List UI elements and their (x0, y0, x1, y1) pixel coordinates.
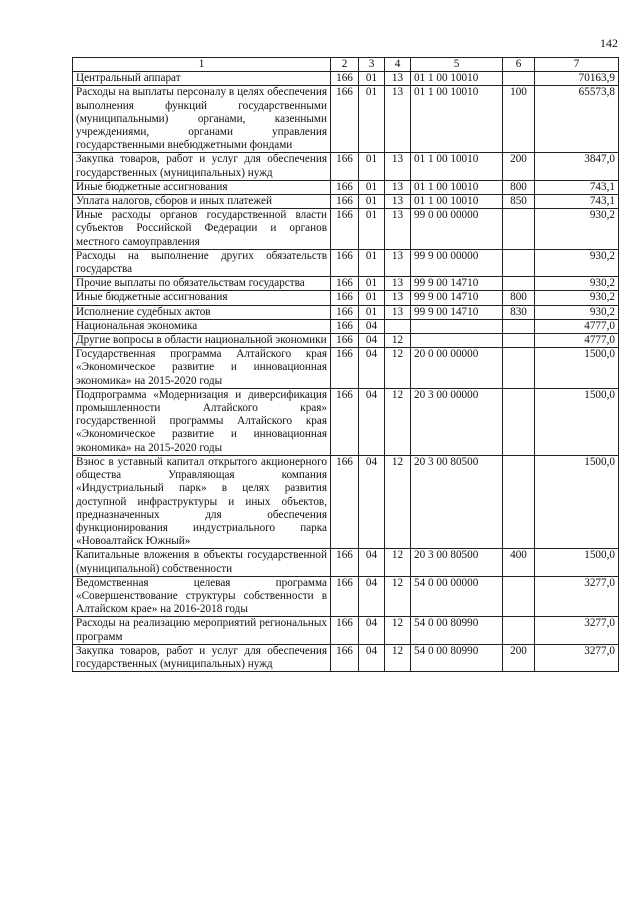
table-row (73, 644, 619, 671)
table-row (73, 455, 619, 548)
expense-type-cell: 200 (503, 644, 535, 671)
target-article-cell: 99 9 00 14710 (411, 291, 503, 305)
subsection-cell: 13 (385, 195, 411, 209)
target-article-cell (411, 319, 503, 333)
subsection-cell: 13 (385, 86, 411, 153)
code-ministry-cell: 166 (331, 549, 359, 576)
amount-cell: 3277,0 (535, 644, 619, 671)
expense-type-cell (503, 249, 535, 276)
code-ministry-cell: 166 (331, 209, 359, 250)
amount-cell: 743,1 (535, 195, 619, 209)
target-article-cell: 54 0 00 80990 (411, 644, 503, 671)
target-article-cell: 54 0 00 80990 (411, 617, 503, 644)
section-cell: 01 (359, 305, 385, 319)
subsection-cell: 12 (385, 576, 411, 617)
row-name-cell: Расходы на выполнение других обязательств государства (73, 249, 331, 276)
amount-cell: 3277,0 (535, 576, 619, 617)
code-ministry-cell: 166 (331, 319, 359, 333)
column-header: 2 (331, 58, 359, 72)
target-article-cell: 20 0 00 00000 (411, 348, 503, 389)
amount-cell: 4777,0 (535, 334, 619, 348)
expense-type-cell (503, 72, 535, 86)
row-name-cell: Исполнение судебных актов (73, 305, 331, 319)
table-row (73, 348, 619, 389)
section-cell: 01 (359, 153, 385, 180)
section-cell: 04 (359, 388, 385, 455)
target-article-cell: 01 1 00 10010 (411, 180, 503, 194)
target-article-cell: 01 1 00 10010 (411, 153, 503, 180)
code-ministry-cell: 166 (331, 455, 359, 548)
amount-cell: 1500,0 (535, 348, 619, 389)
expense-type-cell (503, 455, 535, 548)
subsection-cell: 12 (385, 549, 411, 576)
row-name-cell: Прочие выплаты по обязательствам государства (73, 277, 331, 291)
target-article-cell (411, 334, 503, 348)
code-ministry-cell: 166 (331, 277, 359, 291)
expense-type-cell (503, 209, 535, 250)
section-cell: 04 (359, 549, 385, 576)
subsection-cell: 13 (385, 305, 411, 319)
section-cell: 01 (359, 209, 385, 250)
subsection-cell: 12 (385, 617, 411, 644)
row-name-cell: Государственная программа Алтайского края «Экономическое развитие и инновационная экономика» на 2015-2020 годы (73, 348, 331, 389)
expense-type-cell: 200 (503, 153, 535, 180)
table-row (73, 334, 619, 348)
target-article-cell: 99 9 00 14710 (411, 305, 503, 319)
target-article-cell: 99 9 00 14710 (411, 277, 503, 291)
subsection-cell: 12 (385, 348, 411, 389)
expense-type-cell (503, 576, 535, 617)
amount-cell: 930,2 (535, 291, 619, 305)
code-ministry-cell: 166 (331, 388, 359, 455)
table-row (73, 549, 619, 576)
amount-cell: 930,2 (535, 249, 619, 276)
table-row (73, 319, 619, 333)
code-ministry-cell: 166 (331, 617, 359, 644)
table-row (73, 180, 619, 194)
subsection-cell: 13 (385, 209, 411, 250)
code-ministry-cell: 166 (331, 576, 359, 617)
expense-type-cell (503, 334, 535, 348)
amount-cell: 3847,0 (535, 153, 619, 180)
section-cell: 04 (359, 319, 385, 333)
table-row (73, 277, 619, 291)
code-ministry-cell: 166 (331, 249, 359, 276)
expense-type-cell: 830 (503, 305, 535, 319)
section-cell: 01 (359, 277, 385, 291)
expense-type-cell (503, 388, 535, 455)
amount-cell: 930,2 (535, 305, 619, 319)
subsection-cell: 13 (385, 277, 411, 291)
section-cell: 04 (359, 334, 385, 348)
code-ministry-cell: 166 (331, 334, 359, 348)
section-cell: 01 (359, 180, 385, 194)
expense-type-cell: 850 (503, 195, 535, 209)
table-row (73, 195, 619, 209)
expense-type-cell: 100 (503, 86, 535, 153)
amount-cell: 1500,0 (535, 388, 619, 455)
table-row (73, 291, 619, 305)
column-header: 4 (385, 58, 411, 72)
row-name-cell: Иные расходы органов государственной власти субъектов Российской Федерации и органов местного самоуправления (73, 209, 331, 250)
code-ministry-cell: 166 (331, 86, 359, 153)
row-name-cell: Центральный аппарат (73, 72, 331, 86)
subsection-cell: 13 (385, 291, 411, 305)
subsection-cell: 13 (385, 153, 411, 180)
amount-cell: 65573,8 (535, 86, 619, 153)
target-article-cell: 20 3 00 80500 (411, 455, 503, 548)
section-cell: 01 (359, 195, 385, 209)
table-row (73, 153, 619, 180)
column-header: 6 (503, 58, 535, 72)
row-name-cell: Уплата налогов, сборов и иных платежей (73, 195, 331, 209)
target-article-cell: 01 1 00 10010 (411, 86, 503, 153)
target-article-cell: 99 9 00 00000 (411, 249, 503, 276)
amount-cell: 1500,0 (535, 455, 619, 548)
table-row (73, 305, 619, 319)
subsection-cell: 12 (385, 388, 411, 455)
code-ministry-cell: 166 (331, 195, 359, 209)
section-cell: 01 (359, 86, 385, 153)
code-ministry-cell: 166 (331, 153, 359, 180)
code-ministry-cell: 166 (331, 72, 359, 86)
section-cell: 04 (359, 576, 385, 617)
amount-cell: 743,1 (535, 180, 619, 194)
amount-cell: 930,2 (535, 209, 619, 250)
section-cell: 04 (359, 644, 385, 671)
table-row (73, 209, 619, 250)
expense-type-cell: 800 (503, 180, 535, 194)
budget-table (72, 57, 619, 672)
row-name-cell: Закупка товаров, работ и услуг для обеспечения государственных (муниципальных) нужд (73, 644, 331, 671)
amount-cell: 70163,9 (535, 72, 619, 86)
amount-cell: 3277,0 (535, 617, 619, 644)
table-row (73, 617, 619, 644)
code-ministry-cell: 166 (331, 180, 359, 194)
code-ministry-cell: 166 (331, 348, 359, 389)
section-cell: 01 (359, 291, 385, 305)
target-article-cell: 20 3 00 00000 (411, 388, 503, 455)
subsection-cell: 12 (385, 334, 411, 348)
row-name-cell: Закупка товаров, работ и услуг для обеспечения государственных (муниципальных) нужд (73, 153, 331, 180)
row-name-cell: Национальная экономика (73, 319, 331, 333)
section-cell: 04 (359, 348, 385, 389)
code-ministry-cell: 166 (331, 291, 359, 305)
page-number: 142 (600, 36, 618, 50)
amount-cell: 930,2 (535, 277, 619, 291)
subsection-cell: 13 (385, 72, 411, 86)
expense-type-cell (503, 319, 535, 333)
table-row (73, 249, 619, 276)
column-header: 5 (411, 58, 503, 72)
amount-cell: 4777,0 (535, 319, 619, 333)
amount-cell: 1500,0 (535, 549, 619, 576)
section-cell: 01 (359, 72, 385, 86)
expense-type-cell (503, 348, 535, 389)
column-header: 7 (535, 58, 619, 72)
row-name-cell: Ведомственная целевая программа «Совершенствование структуры собственности в Алтайском крае» на 2016-2018 годы (73, 576, 331, 617)
section-cell: 01 (359, 249, 385, 276)
target-article-cell: 01 1 00 10010 (411, 195, 503, 209)
row-name-cell: Расходы на реализацию мероприятий региональных программ (73, 617, 331, 644)
row-name-cell: Капитальные вложения в объекты государственной (муниципальной) собственности (73, 549, 331, 576)
expense-type-cell: 800 (503, 291, 535, 305)
target-article-cell: 01 1 00 10010 (411, 72, 503, 86)
subsection-cell (385, 319, 411, 333)
target-article-cell: 54 0 00 00000 (411, 576, 503, 617)
column-header: 3 (359, 58, 385, 72)
row-name-cell: Иные бюджетные ассигнования (73, 291, 331, 305)
section-cell: 04 (359, 455, 385, 548)
subsection-cell: 13 (385, 249, 411, 276)
table-row (73, 388, 619, 455)
target-article-cell: 99 0 00 00000 (411, 209, 503, 250)
row-name-cell: Взнос в уставный капитал открытого акционерного общества Управляющая компания «Индустриальный парк» в целях развития доступной инфраструктуры и иных объектов, предназначенных для обеспечения функционирования индустриального парка «Новоалтайск Южный» (73, 455, 331, 548)
row-name-cell: Подпрограмма «Модернизация и диверсификация промышленности Алтайского края» государственной программы Алтайского края «Экономическое развитие и инновационная экономика» на 2015-2020 годы (73, 388, 331, 455)
target-article-cell: 20 3 00 80500 (411, 549, 503, 576)
section-cell: 04 (359, 617, 385, 644)
row-name-cell: Иные бюджетные ассигнования (73, 180, 331, 194)
expense-type-cell (503, 277, 535, 291)
table-row (73, 576, 619, 617)
column-header: 1 (73, 58, 331, 72)
expense-type-cell: 400 (503, 549, 535, 576)
subsection-cell: 13 (385, 180, 411, 194)
expense-type-cell (503, 617, 535, 644)
row-name-cell: Расходы на выплаты персоналу в целях обеспечения выполнения функций государственными (муниципальными) органами, казенными учреждениями, органами управления государственными внебюджетными фондами (73, 86, 331, 153)
code-ministry-cell: 166 (331, 305, 359, 319)
code-ministry-cell: 166 (331, 644, 359, 671)
subsection-cell: 12 (385, 455, 411, 548)
table-row (73, 72, 619, 86)
row-name-cell: Другие вопросы в области национальной экономики (73, 334, 331, 348)
table-header-row (73, 58, 619, 72)
subsection-cell: 12 (385, 644, 411, 671)
table-row (73, 86, 619, 153)
